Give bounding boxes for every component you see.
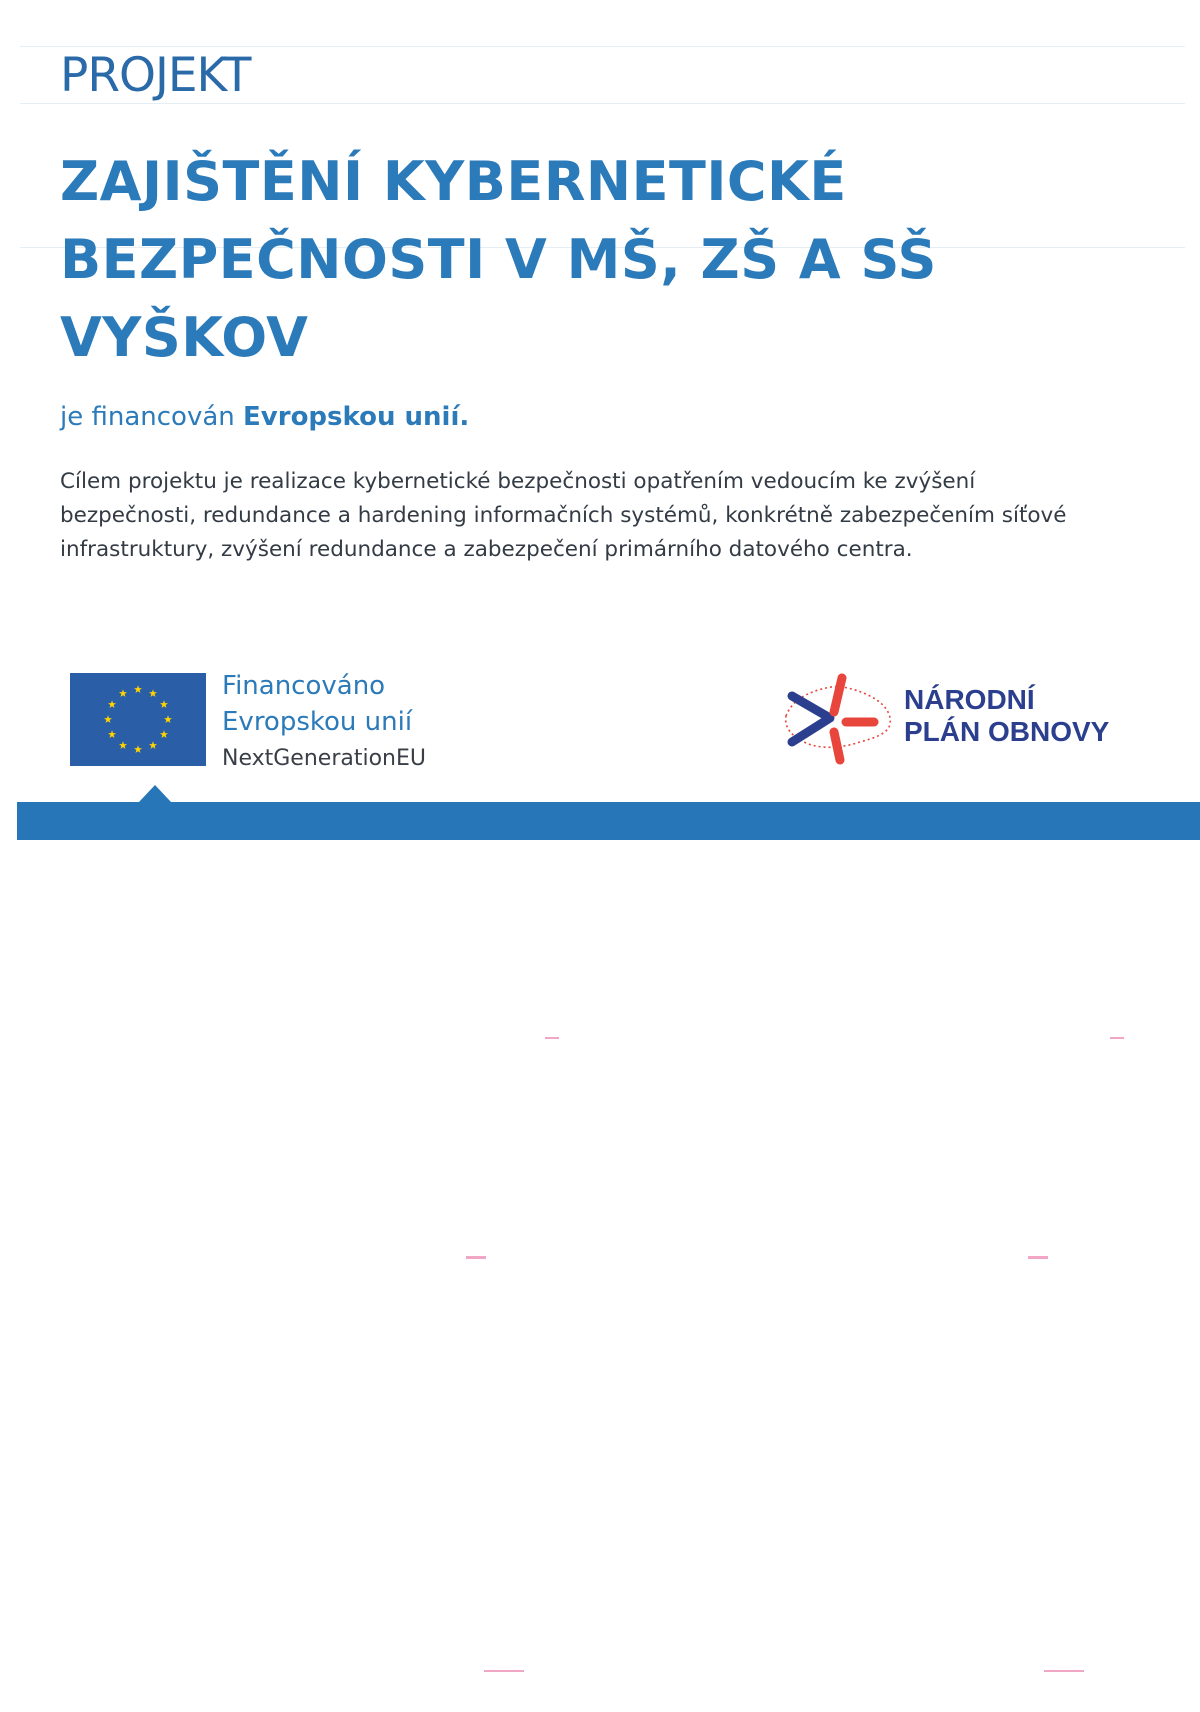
npo-chevron [792, 696, 830, 742]
title-line-3: VYŠKOV [60, 306, 309, 369]
npo-stroke-top [834, 678, 842, 712]
funding-prefix: je financován [60, 402, 235, 432]
title-line-2: BEZPEČNOSTI V MŠ, ZŠ A SŠ [60, 228, 937, 291]
npo-line-1: NÁRODNÍ [904, 684, 1035, 715]
guide-line-upper [20, 103, 1185, 104]
npo-stroke-bottom [834, 732, 840, 760]
funding-statement [60, 402, 469, 433]
kicker-label: PROJEKT [60, 48, 251, 103]
eu-funding-text [222, 668, 426, 776]
print-mark [466, 1256, 486, 1259]
title-line-1: ZAJIŠTĚNÍ KYBERNETICKÉ [60, 150, 847, 213]
footer-band [17, 802, 1200, 840]
guide-line-top [20, 46, 1185, 47]
project-description [60, 465, 1140, 567]
band-pointer [139, 785, 171, 802]
funding-highlight: Evropskou unií. [243, 402, 470, 432]
next-generation-eu-label: NextGenerationEU [222, 746, 426, 771]
print-mark [1028, 1256, 1048, 1259]
eu-union-label: Evropskou unií [222, 707, 413, 737]
description-line-2: bezpečnosti, redundance a hardening informačních systémů, konkrétně zabezpečením síťové [60, 503, 1067, 528]
narodni-plan-obnovy-logo-icon [778, 672, 898, 768]
print-mark [1044, 1670, 1084, 1672]
page-title [60, 143, 1120, 377]
print-mark [1110, 1037, 1124, 1039]
print-mark [545, 1037, 559, 1039]
eu-flag-icon [70, 673, 206, 766]
description-line-3: infrastruktury, zvýšení redundance a zabezpečení primárního datového centra. [60, 537, 913, 562]
npo-line-2: PLÁN OBNOVY [904, 716, 1110, 747]
npo-logo-text [904, 684, 1109, 748]
print-mark [484, 1670, 524, 1672]
eu-funded-label: Financováno [222, 671, 386, 701]
description-line-1: Cílem projektu je realizace kybernetické bezpečnosti opatřením vedoucím ke zvýšení [60, 469, 976, 494]
